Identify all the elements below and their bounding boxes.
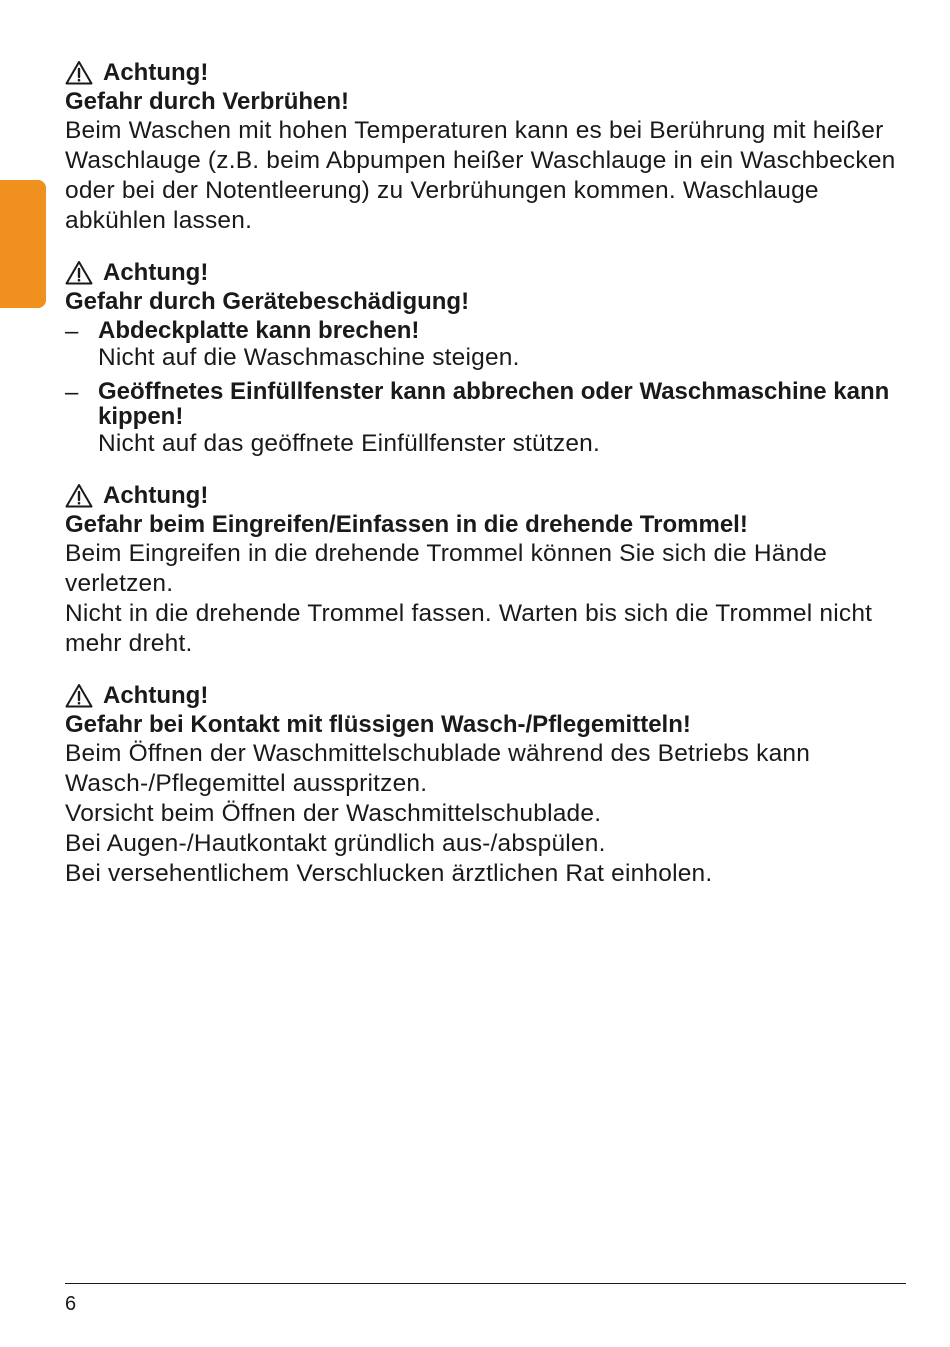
warning-detergent-contact [65,681,915,889]
warning-paragraph: Beim Öffnen der Waschmittelschublade während des Betriebs kann Wasch-/Pflegemittel ausspritzen. [65,740,811,797]
warning-heading-label: Achtung! [103,682,209,709]
warning-paragraph: Beim Eingreifen in die drehende Trommel können Sie sich die Hände verletzen. [65,540,828,597]
warning-heading-label: Achtung! [103,482,209,509]
page-content [65,58,915,911]
warning-paragraph: Bei Augen-/Hautkontakt gründlich aus-/abspülen. [65,830,606,857]
warning-paragraph: Beim Waschen mit hohen Temperaturen kann es bei Berührung mit heißer Waschlauge (z.B. beim Abpumpen heißer Waschlauge in ein Waschbecken oder bei der Notentleerung) zu Verbrühungen kommen. Waschlauge abkühlen lassen. [65,117,896,234]
warning-heading [65,258,915,287]
bullet-title: Geöffnetes Einfüllfenster kann abbrechen oder Waschmaschine kann kippen! [98,378,890,430]
warning-heading [65,481,915,510]
warning-heading-label: Achtung! [103,259,209,286]
warning-heading [65,58,915,87]
warning-title: Gefahr bei Kontakt mit flüssigen Wasch-/Pflegemitteln! [65,711,691,738]
warning-paragraph: Nicht in die drehende Trommel fassen. Warten bis sich die Trommel nicht mehr dreht. [65,600,873,657]
warning-triangle-icon [65,483,93,508]
warning-heading [65,681,915,710]
bullet-item [65,379,915,459]
bullet-text: Nicht auf die Waschmaschine steigen. [98,344,520,371]
page-number: 6 [65,1293,77,1315]
bullet-dash: – [65,379,79,406]
warning-title: Gefahr beim Eingreifen/Einfassen in die drehende Trommel! [65,511,748,538]
warning-scalding [65,58,915,236]
bullet-text: Nicht auf das geöffnete Einfüllfenster stützen. [98,430,600,457]
warning-title: Gefahr durch Gerätebeschädigung! [65,288,470,315]
bullet-title: Abdeckplatte kann brechen! [98,317,420,344]
warning-paragraph: Bei versehentlichem Verschlucken ärztlichen Rat einholen. [65,860,713,887]
warning-heading-label: Achtung! [103,59,209,86]
warning-paragraph: Vorsicht beim Öffnen der Waschmittelschublade. [65,800,602,827]
warning-triangle-icon [65,683,93,708]
warning-title: Gefahr durch Verbrühen! [65,88,350,115]
warning-device-damage [65,258,915,459]
footer-divider [65,1283,906,1284]
warning-rotating-drum [65,481,915,659]
bullet-item [65,318,915,373]
bullet-dash: – [65,318,79,345]
section-side-tab [0,180,46,308]
warning-triangle-icon [65,260,93,285]
warning-triangle-icon [65,60,93,85]
